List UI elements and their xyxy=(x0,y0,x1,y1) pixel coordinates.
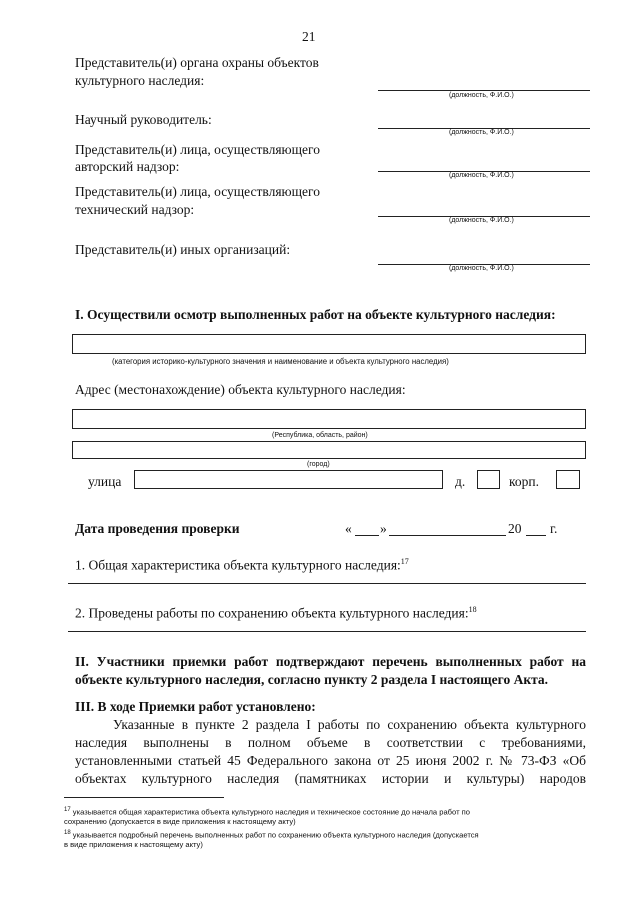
house-label: д. xyxy=(455,474,466,489)
street-field[interactable] xyxy=(134,470,443,489)
signature-line[interactable] xyxy=(378,90,590,91)
signatory-label: Научный руководитель: xyxy=(75,112,212,127)
signature-caption: (должность, Ф.И.О.) xyxy=(449,265,514,272)
city-field[interactable] xyxy=(72,441,586,459)
section3-para-line: установленными статьей 45 Федерального закона от 25 июня 2002 г. № 73-ФЗ «Об xyxy=(75,753,586,768)
inspection-date-label: Дата проведения проверки xyxy=(75,521,240,536)
house-field[interactable] xyxy=(477,470,500,489)
page-number: 21 xyxy=(302,29,316,44)
section3-para-line: Указанные в пункте 2 раздела I работы по сохранению объекта культурного xyxy=(113,717,586,732)
region-field[interactable] xyxy=(72,409,586,429)
section3-para-line: объектах культурного наследия (памятниках истории и культуры) народов xyxy=(75,771,586,786)
footnote-ref: 17 xyxy=(400,557,409,566)
date-year-suffix: г. xyxy=(550,521,558,536)
section3-heading: III. В ходе Приемки работ установлено: xyxy=(75,699,316,714)
signatory-label: Представитель(и) лица, осуществляющего xyxy=(75,142,320,157)
address-label: Адрес (местонахождение) объекта культурного наследия: xyxy=(75,382,406,397)
signatory-label: технический надзор: xyxy=(75,202,195,217)
signatory-label: Представитель(и) лица, осуществляющего xyxy=(75,184,320,199)
footnote-18-cont: в виде приложения к настоящему акту) xyxy=(64,840,203,849)
section2-line2: объекте культурного наследия, согласно пункту 2 раздела I настоящего Акта. xyxy=(75,672,549,687)
building-field[interactable] xyxy=(556,470,580,489)
signature-caption: (должность, Ф.И.О.) xyxy=(449,129,514,136)
signatory-label: культурного наследия: xyxy=(75,73,205,88)
signatory-label: Представитель(и) органа охраны объектов xyxy=(75,55,319,70)
date-close-quote: » xyxy=(380,521,387,536)
date-day-line[interactable] xyxy=(355,535,379,536)
date-year-prefix: 20 xyxy=(508,521,522,536)
footnote-separator xyxy=(64,797,224,798)
footnote-18: $^{18}$ указывается подробный перечень выполненных работ по сохранению объекта культурного наследия (допускается xyxy=(64,830,479,840)
item2-line[interactable] xyxy=(68,631,586,632)
signatory-label: Представитель(и) иных организаций: xyxy=(75,242,291,257)
section1-heading: I. Осуществили осмотр выполненных работ на объекте культурного наследия: xyxy=(75,307,556,322)
street-label: улица xyxy=(88,474,122,489)
region-caption: (Республика, область, район) xyxy=(272,432,368,439)
date-month-line[interactable] xyxy=(389,535,506,536)
signatory-label: авторский надзор: xyxy=(75,159,180,174)
signature-caption: (должность, Ф.И.О.) xyxy=(449,92,514,99)
footnote-17-cont: сохранению (допускается в виде приложения к настоящему акту) xyxy=(64,817,296,826)
footnote-17: $^{17}$ указывается общая характеристика объекта культурного наследия и техническое состояние до начала работ по xyxy=(64,807,470,817)
footnote-ref: 18 xyxy=(468,605,477,614)
signature-caption: (должность, Ф.И.О.) xyxy=(449,217,514,224)
date-year-line[interactable] xyxy=(526,535,546,536)
item1-text: 1. Общая характеристика объекта культурного наследия:$^{17}$ xyxy=(75,557,409,573)
section2-line1: II. Участники приемки работ подтверждают перечень выполненных работ на xyxy=(75,654,586,669)
item2-text: 2. Проведены работы по сохранению объекта культурного наследия:$^{18}$ xyxy=(75,605,477,621)
building-label: корп. xyxy=(509,474,539,489)
signature-caption: (должность, Ф.И.О.) xyxy=(449,172,514,179)
city-caption: (город) xyxy=(307,461,330,468)
date-open-quote: « xyxy=(345,521,352,536)
object-caption: (категория историко-культурного значения и наименование и объекта культурного наследия) xyxy=(112,357,449,366)
section3-para-line: наследия выполнены в полном объеме в соответствии с требованиями, xyxy=(75,735,586,750)
item1-line[interactable] xyxy=(68,583,586,584)
object-name-field[interactable] xyxy=(72,334,586,354)
